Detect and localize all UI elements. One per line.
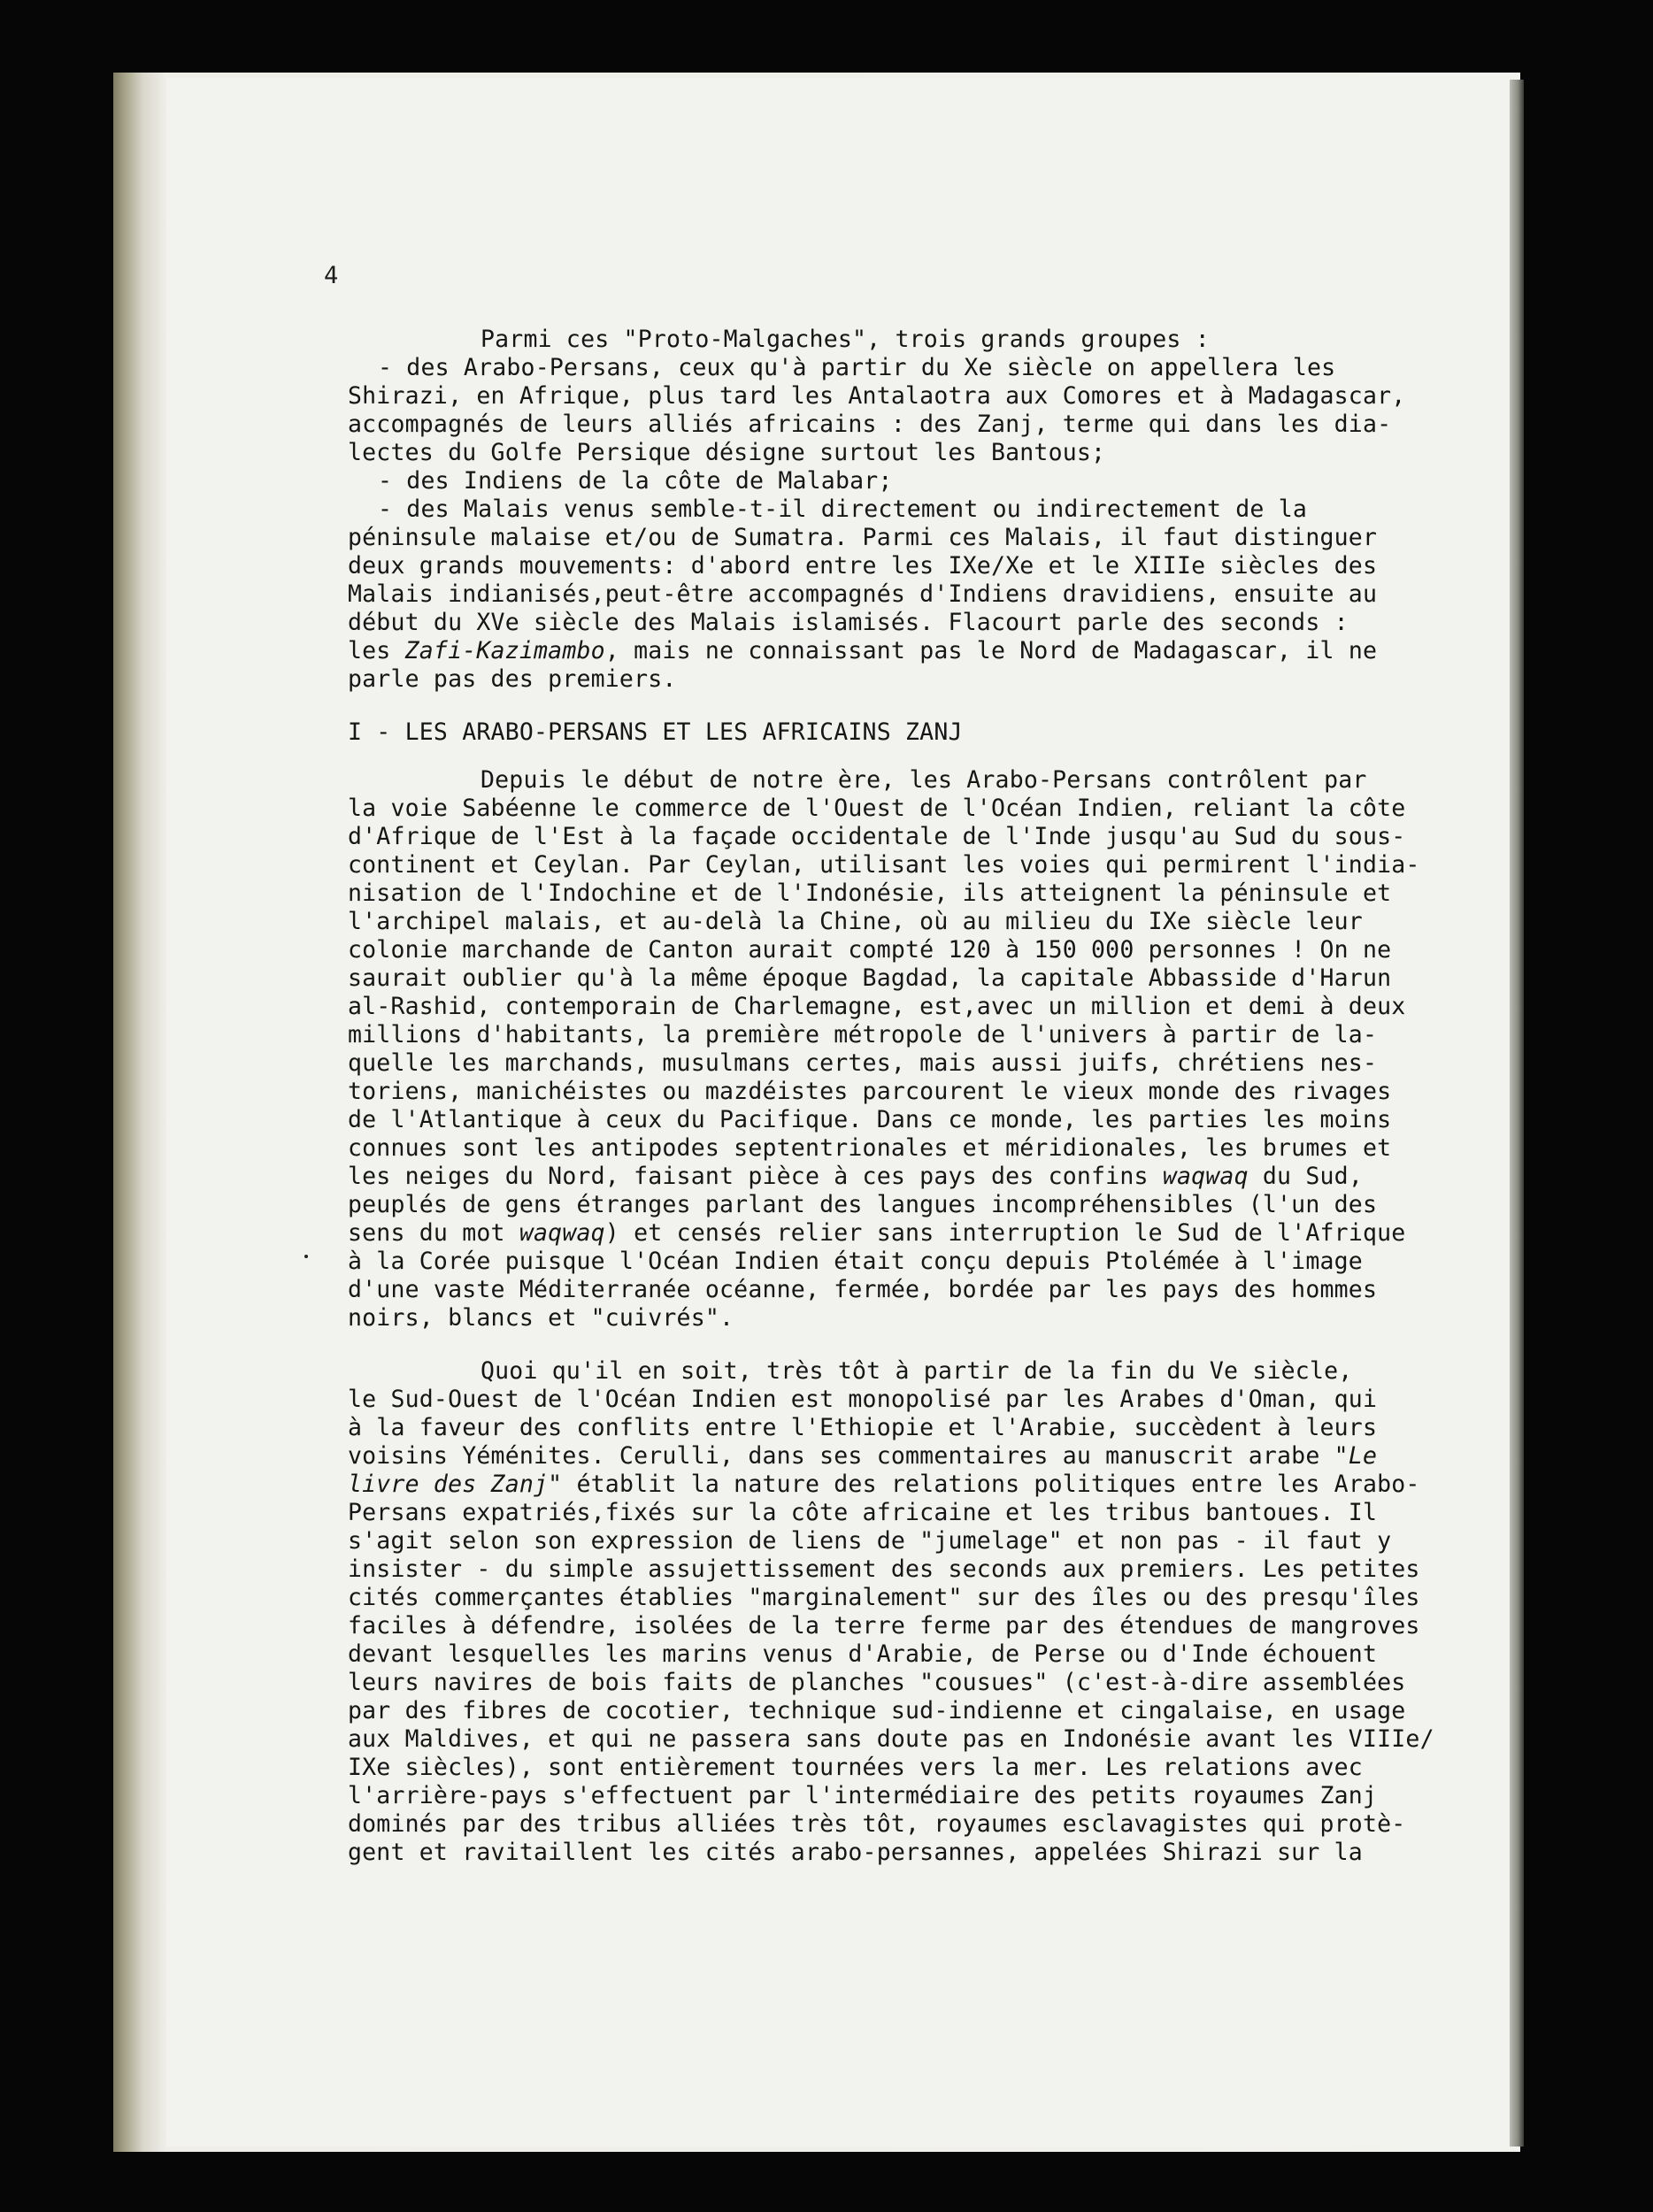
text-line: leurs navires de bois faits de planches "cousues" (c'est-à-dire assemblées <box>348 1669 1406 1696</box>
text-line: connues sont les antipodes septentrionales et méridionales, les brumes et <box>348 1134 1392 1162</box>
text-line: gent et ravitaillent les cités arabo-persannes, appelées Shirazi sur la <box>348 1839 1363 1866</box>
text-run: les <box>348 637 405 664</box>
text-run: sens du mot <box>348 1219 519 1247</box>
text-line: péninsule malaise et/ou de Sumatra. Parmi ces Malais, il faut distinguer <box>348 524 1378 551</box>
text-line: deux grands mouvements: d'abord entre les IXe/Xe et le XIIIe siècles des <box>348 552 1378 580</box>
text-line: à la Corée puisque l'Océan Indien était conçu depuis Ptolémée à l'image <box>348 1248 1363 1275</box>
text-line <box>348 1442 1410 1471</box>
text-line: IXe siècles), sont entièrement tournées vers la mer. Les relations avec <box>348 1754 1363 1781</box>
text-line: à la faveur des conflits entre l'Ethiopie et l'Arabie, succèdent à leurs <box>348 1414 1378 1441</box>
text-line: noirs, blancs et "cuivrés". <box>348 1304 734 1332</box>
text-line: - des Malais venus semble-t-il directement ou indirectement de la <box>378 495 1308 523</box>
text-line: al-Rashid, contemporain de Charlemagne, est,avec un million et demi à deux <box>348 993 1406 1020</box>
text-run: les neiges du Nord, faisant pièce à ces pays des confins <box>348 1163 1163 1190</box>
text-line: - des Arabo-Persans, ceux qu'à partir du Xe siècle on appellera les <box>378 354 1336 381</box>
text-line: quelle les marchands, musulmans certes, mais aussi juifs, chrétiens nes- <box>348 1049 1378 1077</box>
text-line: continent et Ceylan. Par Ceylan, utilisant les voies qui permirent l'india- <box>348 851 1420 879</box>
text-line: nisation de l'Indochine et de l'Indonésie, ils atteignent la péninsule et <box>348 879 1392 907</box>
page-number: 4 <box>324 262 339 289</box>
text-line: de l'Atlantique à ceux du Pacifique. Dans ce monde, les parties les moins <box>348 1106 1392 1133</box>
text-line: cités commerçantes établies "marginalement" sur des îles ou des presqu'îles <box>348 1584 1420 1611</box>
text-line: Malais indianisés,peut-être accompagnés d'Indiens dravidiens, ensuite au <box>348 580 1378 608</box>
text-line: accompagnés de leurs alliés africains : des Zanj, terme qui dans les dia- <box>348 411 1392 438</box>
text-run: du Sud, <box>1248 1163 1363 1190</box>
text-line: par des fibres de cocotier, technique sud-indienne et cingalaise, en usage <box>348 1697 1406 1724</box>
italic-term: livre des Zanj <box>348 1471 549 1498</box>
text-line: Parmi ces "Proto-Malgaches", trois grands groupes : <box>481 326 1210 353</box>
text-line <box>348 1471 1420 1499</box>
text-line: millions d'habitants, la première métropole de l'univers à partir de la- <box>348 1021 1378 1048</box>
italic-term: waqwaq <box>519 1219 605 1247</box>
text-line: dominés par des tribus alliées très tôt, royaumes esclavagistes qui protè- <box>348 1810 1406 1838</box>
text-line: insister - du simple assujettissement des seconds aux premiers. Les petites <box>348 1555 1420 1583</box>
text-line: peuplés de gens étranges parlant des langues incompréhensibles (l'un des <box>348 1191 1378 1218</box>
text-line: d'Afrique de l'Est à la façade occidentale de l'Inde jusqu'au Sud du sous- <box>348 823 1406 850</box>
text-line <box>348 637 1410 665</box>
text-line: Depuis le début de notre ère, les Arabo-Persans contrôlent par <box>481 766 1367 794</box>
italic-term: Le <box>1348 1442 1378 1470</box>
text-run: ) et censés relier sans interruption le Sud de l'Afrique <box>604 1219 1406 1247</box>
text-line: Persans expatriés,fixés sur la côte africaine et les tribus bantoues. Il <box>348 1499 1378 1526</box>
text-line: l'arrière-pays s'effectuent par l'intermédiaire des petits royaumes Zanj <box>348 1782 1378 1809</box>
text-run: , mais ne connaissant pas le Nord de Madagascar, il ne <box>604 637 1378 664</box>
italic-term: waqwaq <box>1162 1163 1249 1190</box>
text-line: saurait oublier qu'à la même époque Bagdad, la capitale Abbasside d'Harun <box>348 964 1392 992</box>
text-line: parle pas des premiers. <box>348 665 677 693</box>
text-line: toriens, manichéistes ou mazdéistes parcourent le vieux monde des rivages <box>348 1078 1392 1105</box>
text-line: - des Indiens de la côte de Malabar; <box>378 467 893 495</box>
text-line <box>348 1219 1410 1248</box>
text-line: lectes du Golfe Persique désigne surtout les Bantous; <box>348 439 1106 466</box>
italic-term: Zafi-Kazimambo <box>404 637 605 664</box>
text-line: Shirazi, en Afrique, plus tard les Antalaotra aux Comores et à Madagascar, <box>348 382 1406 410</box>
text-line: le Sud-Ouest de l'Océan Indien est monopolisé par les Arabes d'Oman, qui <box>348 1386 1378 1413</box>
text-line: début du XVe siècle des Malais islamisés. Flacourt parle des seconds : <box>348 609 1349 636</box>
text-line: devant lesquelles les marins venus d'Arabie, de Perse ou d'Inde échouent <box>348 1640 1378 1668</box>
text-line: la voie Sabéenne le commerce de l'Ouest de l'Océan Indien, reliant la côte <box>348 795 1406 822</box>
document-body <box>348 326 1434 1867</box>
text-line: l'archipel malais, et au-delà la Chine, où au milieu du IXe siècle leur <box>348 908 1363 935</box>
text-line <box>348 1163 1410 1191</box>
margin-ink-dot <box>304 1255 308 1258</box>
text-run: " établit la nature des relations politiques entre les Arabo- <box>548 1471 1420 1498</box>
text-line: aux Maldives, et qui ne passera sans doute pas en Indonésie avant les VIIIe/ <box>348 1725 1434 1753</box>
text-line: s'agit selon son expression de liens de "jumelage" et non pas - il faut y <box>348 1527 1392 1555</box>
section-heading: I - LES ARABO-PERSANS ET LES AFRICAINS ZANJ <box>348 718 963 746</box>
text-line: Quoi qu'il en soit, très tôt à partir de la fin du Ve siècle, <box>481 1357 1353 1385</box>
text-line: faciles à défendre, isolées de la terre ferme par des étendues de mangroves <box>348 1612 1420 1640</box>
text-line: colonie marchande de Canton aurait compté 120 à 150 000 personnes ! On ne <box>348 936 1392 964</box>
text-run: voisins Yéménites. Cerulli, dans ses commentaires au manuscrit arabe " <box>348 1442 1349 1470</box>
text-line: d'une vaste Méditerranée océanne, fermée, bordée par les pays des hommes <box>348 1276 1378 1303</box>
